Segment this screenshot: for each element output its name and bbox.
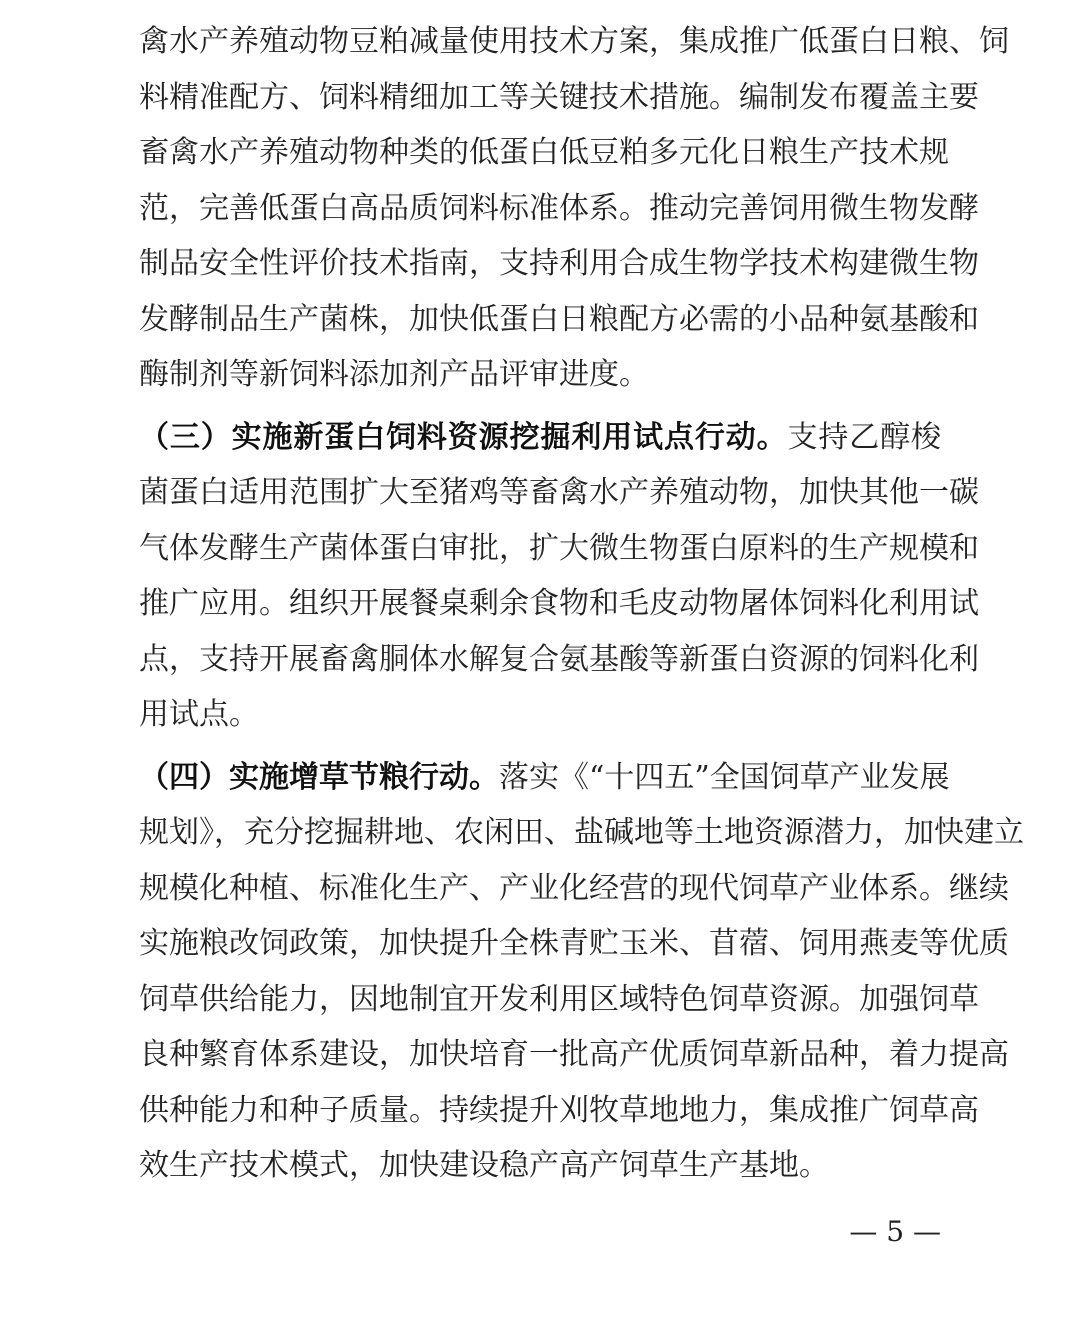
- paragraph-line: 范，完善低蛋白高品质饲料标准体系。推动完善饲用微生物发酵: [139, 190, 979, 226]
- section-heading-4: （四）实施增草节粮行动。: [139, 759, 499, 795]
- paragraph-line: 发酵制品生产菌株，加快低蛋白日粮配方必需的小品种氨基酸和: [139, 301, 979, 337]
- paragraph-line: 效生产技术模式，加快建设稳产高产饲草生产基地。: [139, 1148, 829, 1183]
- paragraph-line: 用试点。: [139, 697, 259, 732]
- paragraph-line-rest: 支持乙醇梭: [787, 419, 942, 455]
- paragraph-1: [139, 14, 1009, 403]
- paragraph-2: [139, 410, 979, 743]
- paragraph-line: 规模化种植、标准化生产、产业化经营的现代饲草产业体系。继续: [139, 870, 1009, 906]
- paragraph-first-line: [139, 750, 950, 806]
- paragraph-3: [139, 750, 1024, 1194]
- section-heading-3: （三）实施新蛋白饲料资源挖掘利用试点行动。: [139, 419, 788, 455]
- paragraph-line: 饲草供给能力，因地制宜开发利用区域特色饲草资源。加强饲草: [139, 981, 979, 1017]
- paragraph-line: 畜禽水产养殖动物种类的低蛋白低豆粕多元化日粮生产技术规: [139, 135, 949, 170]
- paragraph-line: 实施粮改饲政策，加快提升全株青贮玉米、苜蓿、饲用燕麦等优质: [139, 926, 1009, 961]
- paragraph-line: 点，支持开展畜禽胴体水解复合氨基酸等新蛋白资源的饲料化利: [139, 641, 979, 677]
- paragraph-line: 制品安全性评价技术指南，支持利用合成生物学技术构建微生物: [139, 246, 979, 281]
- paragraph-line: 规划》，充分挖掘耕地、农闲田、盐碱地等土地资源潜力，加快建立: [139, 815, 1024, 850]
- paragraph-line: 气体发酵生产菌体蛋白审批，扩大微生物蛋白原料的生产规模和: [139, 530, 979, 566]
- paragraph-line: 菌蛋白适用范围扩大至猪鸡等畜禽水产养殖动物，加快其他一碳: [139, 475, 979, 510]
- paragraph-line: 良种繁育体系建设，加快培育一批高产优质饲草新品种，着力提高: [139, 1037, 1009, 1072]
- paragraph-line: 推广应用。组织开展餐桌剩余食物和毛皮动物屠体饲料化利用试: [139, 586, 979, 621]
- paragraph-line: 禽水产养殖动物豆粕减量使用技术方案，集成推广低蛋白日粮、饲: [139, 24, 1009, 59]
- body-text: [139, 14, 1024, 1194]
- paragraph-line: 供种能力和种子质量。持续提升刈牧草地地力，集成推广饲草高: [139, 1092, 979, 1128]
- paragraph-gap: [139, 743, 941, 750]
- paragraph-line-rest: 落实《“十四五”全国饲草产业发展: [499, 759, 950, 795]
- paragraph-line: 酶制剂等新饲料添加剂产品评审进度。: [139, 357, 649, 392]
- paragraph-gap: [139, 403, 941, 410]
- page-number: — 5 —: [849, 1215, 941, 1248]
- paragraph-line: 料精准配方、饲料精细加工等关键技术措施。编制发布覆盖主要: [139, 79, 979, 115]
- paragraph-first-line: [139, 410, 941, 466]
